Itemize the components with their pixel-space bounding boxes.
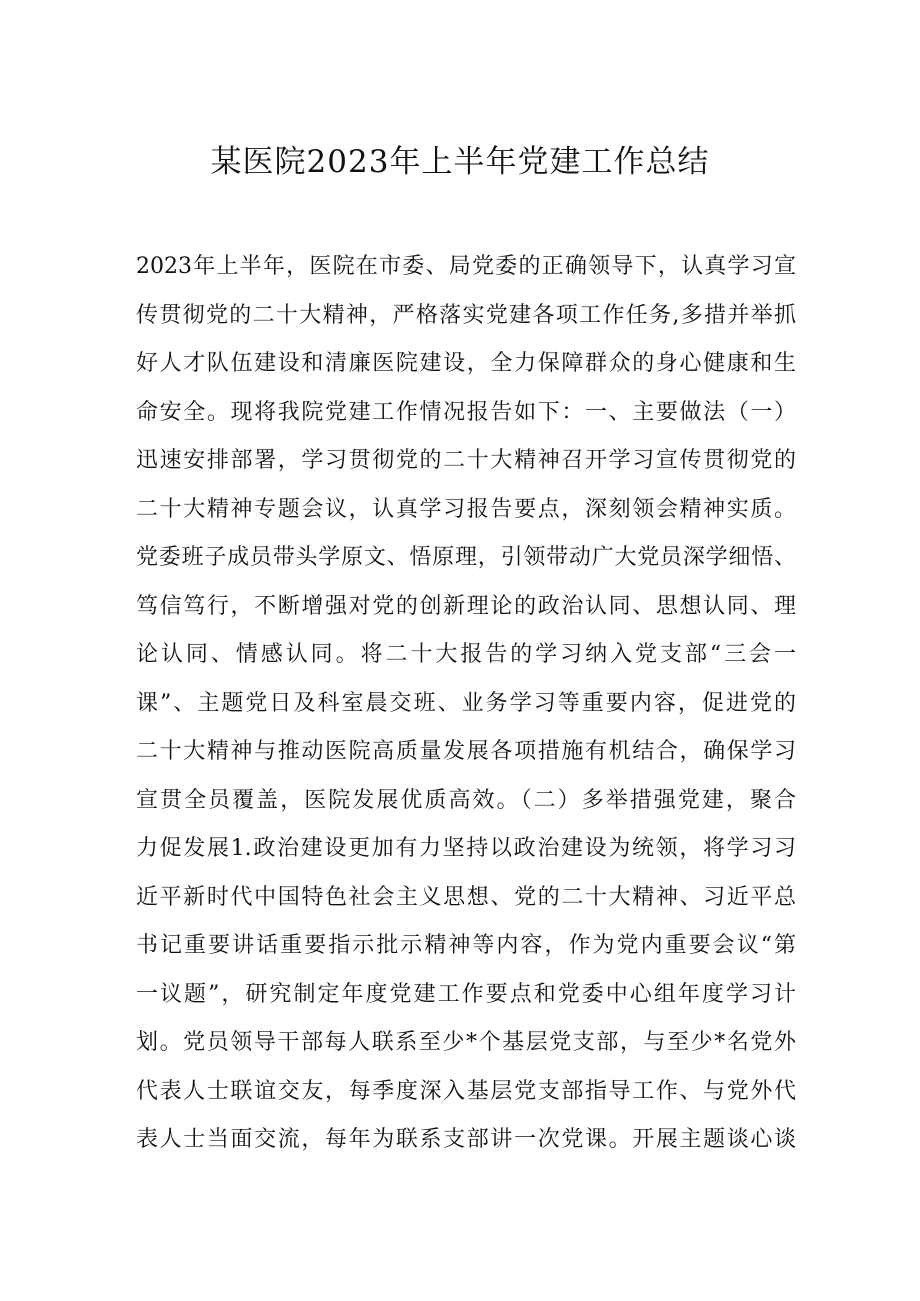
body-line: 一议题”，研究制定年度党建工作要点和党委中心组年度学习计 xyxy=(136,981,796,1007)
body-line: 好人才队伍建设和清廉医院建设，全力保障群众的身心健康和生 xyxy=(136,351,796,376)
body-line: 宣贯全员覆盖，医院发展优质高效。（二）多举措强党建，聚合 xyxy=(136,787,796,813)
body-line: 二十大精神专题会议，认真学习报告要点，深刻领会精神实质。 xyxy=(136,496,796,522)
body-line: 迅速安排部署，学习贯彻党的二十大精神召开学习宣传贯彻党的 xyxy=(136,448,796,473)
body-line: 力促发展1.政治建设更加有力坚持以政治建设为统领，将学习习 xyxy=(136,836,796,861)
body-line: 二十大精神与推动医院高质量发展各项措施有机结合，确保学习 xyxy=(136,739,796,764)
document-body xyxy=(136,243,796,1165)
body-line: 笃信笃行，不断增强对党的创新理论的政治认同、思想认同、理 xyxy=(136,593,796,619)
body-line: 传贯彻党的二十大精神，严格落实党建各项工作任务,多措并举抓 xyxy=(136,302,796,328)
body-line: 书记重要讲话重要指示批示精神等内容，作为党内重要会议“第 xyxy=(136,933,796,958)
document-title: 某医院2023年上半年党建工作总结 xyxy=(210,144,710,180)
body-line: 论认同、情感认同。将二十大报告的学习纳入党支部“三会一 xyxy=(136,642,796,667)
body-line: 命安全。现将我院党建工作情况报告如下：一、主要做法（一） xyxy=(136,399,796,425)
body-line: 划。党员领导干部每人联系至少*个基层党支部，与至少*名党外 xyxy=(136,1030,796,1055)
body-line: 代表人士联谊交友，每季度深入基层党支部指导工作、与党外代 xyxy=(136,1078,796,1104)
body-line: 2023年上半年，医院在市委、局党委的正确领导下，认真学习宣 xyxy=(136,254,796,279)
body-line: 课”、主题党日及科室晨交班、业务学习等重要内容，促进党的 xyxy=(136,690,796,716)
body-line: 党委班子成员带头学原文、悟原理，引领带动广大党员深学细悟、 xyxy=(136,545,796,570)
body-line: 表人士当面交流，每年为联系支部讲一次党课。开展主题谈心谈 xyxy=(136,1127,796,1152)
body-line: 近平新时代中国特色社会主义思想、党的二十大精神、习近平总 xyxy=(136,884,796,910)
